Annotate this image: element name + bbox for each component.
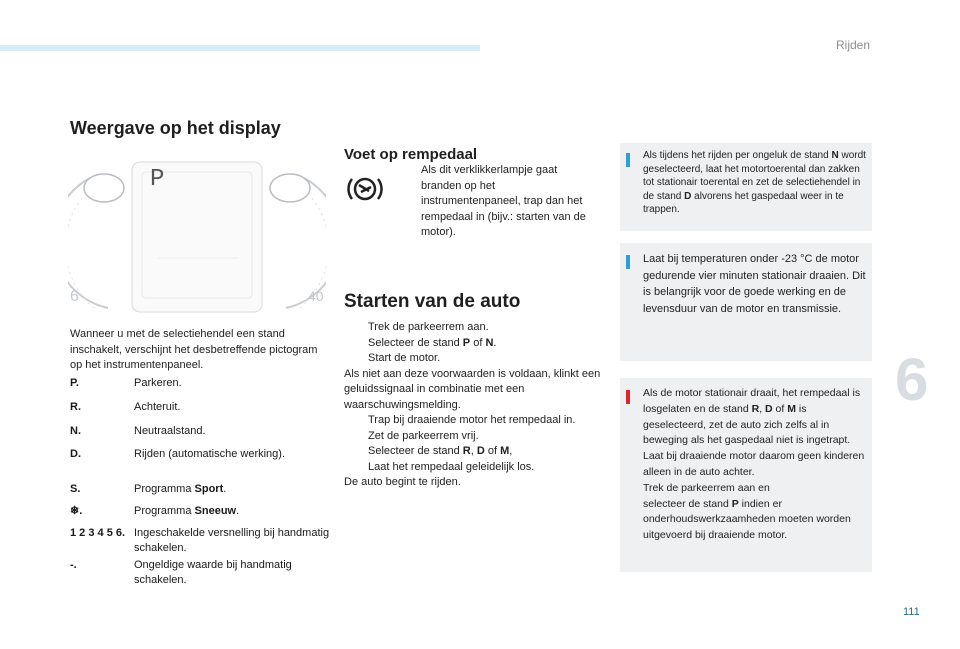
def-key: P. (70, 377, 79, 389)
instrument-cluster-image (68, 158, 326, 316)
pedal-heading: Voet op rempedaal (344, 146, 478, 163)
chapter-number: 6 (895, 346, 929, 413)
def-value: Ongeldige waarde bij handmatig schakelen. (134, 559, 292, 586)
def-value: Programma Sport. (134, 483, 227, 495)
section-title: Rijden (836, 38, 871, 52)
intro-text: Wanneer u met de selectiehendel een stand inschakelt, verschijnt het desbetreffende pictogram op het instrumentenpaneel. (70, 328, 318, 371)
def-value: Achteruit. (134, 401, 181, 413)
def-key: S. (70, 483, 81, 495)
info-box-temperature (620, 243, 872, 361)
start-heading: Starten van de auto (344, 291, 521, 312)
def-value: Neutraalstand. (134, 425, 206, 437)
warning-note: Als niet aan deze voorwaarden is voldaan, klinkt een geluidssignaal in combinatie met een waarschuwingsmelding. (344, 367, 601, 411)
warning-icon (626, 390, 630, 404)
info-icon (626, 153, 630, 167)
def-value: Programma Sneeuw. (134, 505, 240, 517)
info-icon (626, 255, 630, 269)
start-procedure (344, 320, 602, 491)
gauge-right-label: 40 (308, 288, 324, 304)
step-item: Laat het rempedaal geleidelijk los. (368, 460, 535, 473)
def-key: N. (70, 425, 81, 437)
warning-text: Als de motor stationair draait, het rempedaal is losgelaten en de stand R, D of M is geselecteerd, zet de auto zich zelfs al in beweging als het gaspedaal niet is ingetrapt. Laat bij draaiende motor daarom geen kinderen alleen in de auto achter. Trek de parkeerrem aan en selecteer de stand P indien er onderhoudswerkzaamheden moeten worden uitgevoerd bij draaiende motor. (643, 387, 865, 542)
def-value: Ingeschakelde versnelling bij handmatig schakelen. (134, 527, 330, 554)
brake-pedal-warning-icon (345, 172, 385, 206)
def-value: Rijden (automatische werking). (134, 448, 286, 460)
step-item: Start de motor. (368, 352, 441, 364)
info-text: Laat bij temperaturen onder -23 °C de motor gedurende vier minuten stationair draaien. Dit is belangrijk voor de goede werking en de levensduur van de motor en transmissie. (643, 253, 866, 315)
info-text: Als tijdens het rijden per ongeluk de stand N wordt geselecteerd, laat het motortoerental dan zakken tot stationair toerental en zet de selectiehendel in de stand D alvorens het gaspedaal weer in te trappen. (643, 150, 866, 215)
def-key: -. (70, 559, 77, 571)
step-item: Trap bij draaiende motor het rempedaal in. (368, 414, 576, 426)
snowflake-icon: ❄. (70, 505, 83, 517)
step-item: Zet de parkeerrem vrij. (368, 429, 479, 442)
step-item: Selecteer de stand R, D of M, (368, 445, 513, 457)
warning-box (620, 378, 872, 572)
info-box-neutral (620, 143, 872, 231)
pedal-instruction: Als dit verklikkerlampje gaat branden op het instrumentenpaneel, trap dan het rempedaal in (bijv.: starten van de motor). (421, 164, 586, 238)
def-key: 1 2 3 4 5 6. (70, 527, 126, 539)
header-accent-bar (0, 45, 480, 51)
def-key: D. (70, 448, 81, 460)
step-item: Selecteer de stand P of N. (368, 336, 497, 349)
gear-indicator: P (150, 166, 165, 193)
def-key: R. (70, 401, 81, 413)
def-value: Parkeren. (134, 377, 182, 389)
page-title: Weergave op het display (70, 118, 281, 138)
gauge-left-label: 6 (70, 288, 79, 305)
step-item: Trek de parkeerrem aan. (368, 321, 489, 333)
end-note: De auto begint te rijden. (344, 476, 461, 488)
page-number: 111 (903, 606, 920, 618)
